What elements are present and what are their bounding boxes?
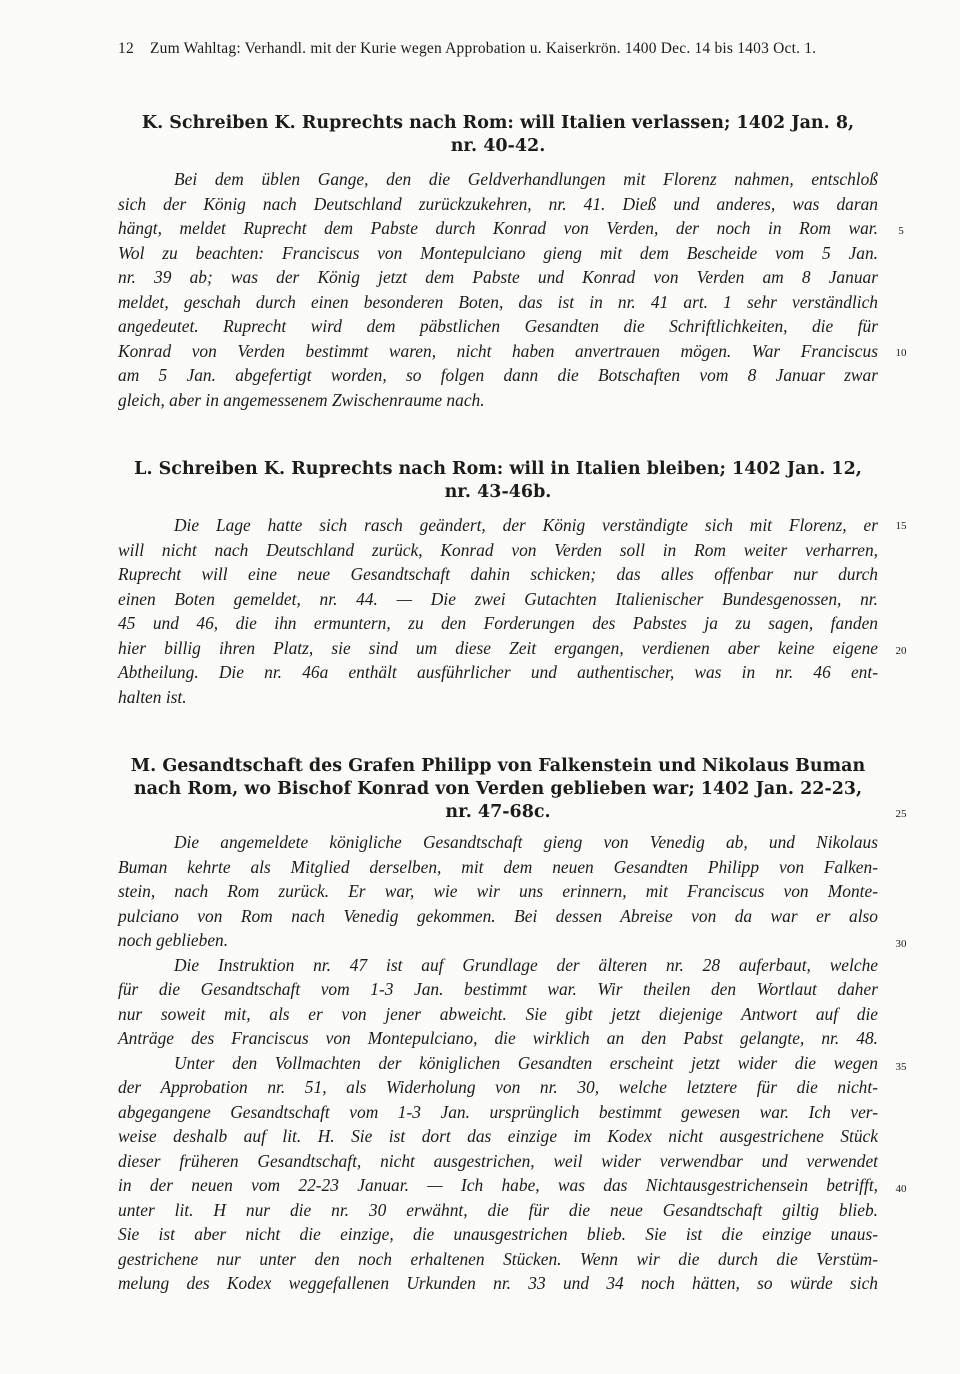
section-m-title [118, 755, 878, 824]
text-line: Unter den Vollmachten der königlichen Gesandten erscheint jetzt wider die wegen [174, 1052, 878, 1073]
running-title: Zum Wahltag: Verhandl. mit der Kurie wegen Approbation u. Kaiserkrön. 1400 Dec. 14 bis 1403 Oct. 1. [149, 40, 817, 57]
text-line: Sie ist aber nicht die einzige, die unausgestrichen blieb. Sie ist die einzige unaus- [118, 1224, 878, 1244]
text-line: gleich, aber in angemessenem Zwischenraume nach. [118, 389, 485, 410]
section-l-title [118, 458, 878, 504]
text-line: Wol zu beachten: Franciscus von Montepulciano gieng mit dem Bescheide vom 5 Jan. [118, 242, 878, 263]
section-title-line: nr. 47-68c. [445, 802, 551, 822]
section-m-body [118, 830, 878, 1296]
text-line: Konrad von Verden bestimmt waren, nicht haben anvertrauen mögen. War Franciscus [118, 340, 878, 361]
page-number: 12 [118, 40, 134, 57]
text-line: weise deshalb auf lit. H. Sie ist dort das einzige im Kodex nicht ausgestrichene Stück [118, 1126, 878, 1146]
section-title-line: nr. 43-46b. [444, 482, 552, 502]
text-line: einen Boten gemeldet, nr. 44. — Die zwei Gutachten Italienischer Bundesgenossen, nr. [118, 588, 878, 609]
text-line: Die angemeldete königliche Gesandtschaft gieng von Venedig ab, und Nikolaus [174, 832, 878, 852]
text-line: halten ist. [118, 686, 187, 707]
text-line: nr. 39 ab; was der König jetzt dem Pabste und Konrad von Verden am 8 Januar [118, 267, 878, 287]
section-title-line: nr. 40-42. [450, 136, 546, 156]
text-line: noch geblieben. [118, 930, 229, 950]
line-number: 35 [895, 1061, 907, 1073]
text-line: Anträge des Franciscus von Montepulciano, die wirklich an den Pabst gelangte, nr. 48. [118, 1028, 878, 1048]
line-number: 15 [895, 520, 907, 532]
section-title-line: M. Gesandtschaft des Grafen Philipp von Falkenstein und Nikolaus Buman [130, 756, 866, 776]
text-line: unter lit. H nur die nr. 30 erwähnt, die für die neue Gesandtschaft giltig blieb. [118, 1199, 878, 1220]
text-line: Die Instruktion nr. 47 ist auf Grundlage der älteren nr. 28 auferbaut, welche [174, 954, 878, 975]
text-line: Buman kehrte als Mitglied derselben, mit dem neuen Gesandten Philipp von Falken- [118, 856, 878, 877]
text-line: gestrichene nur unter den noch erhaltenen Stücken. Wenn wir die durch die Verstüm- [118, 1248, 878, 1269]
text-line: pulciano von Rom nach Venedig gekommen. Bei dessen Abreise von da war er also [118, 905, 878, 926]
running-head [118, 40, 878, 58]
line-number: 10 [895, 347, 907, 359]
section-k-title [118, 112, 878, 158]
text-line: Die Lage hatte sich rasch geändert, der König verständigte sich mit Florenz, er [174, 515, 878, 535]
text-line: stein, nach Rom zurück. Er war, wie wir uns erinnern, mit Franciscus von Monte- [118, 881, 878, 901]
text-line: Bei dem üblen Gange, den die Geldverhandlungen mit Florenz nahmen, entschloß [174, 169, 878, 189]
section-k-body [118, 167, 878, 412]
line-number: 25 [895, 808, 907, 820]
line-number: 40 [895, 1183, 907, 1195]
section-title-line: K. Schreiben K. Ruprechts nach Rom: will Italien verlassen; 1402 Jan. 8, [141, 113, 855, 133]
text-line: Ruprecht will eine neue Gesandtschaft dahin schicken; das alles offenbar nur durch [118, 564, 878, 584]
section-l-body [118, 513, 878, 709]
text-line: in der neuen vom 22-23 Januar. — Ich habe, was das Nichtausgestrichensein betrifft, [118, 1175, 878, 1195]
text-line: dieser früheren Gesandtschaft, nicht ausgestrichen, weil wider verwendbar und verwendet [118, 1150, 878, 1171]
text-line: für die Gesandtschaft vom 1-3 Jan. bestimmt war. Wir theilen den Wortlaut daher [118, 979, 878, 999]
text-line: am 5 Jan. abgefertigt worden, so folgen dann die Botschaften vom 8 Januar zwar [118, 365, 878, 385]
text-line: hier billig ihren Platz, sie sind um diese Zeit ergangen, verdienen aber keine eigene [118, 637, 878, 658]
text-line: melung des Kodex weggefallenen Urkunden nr. 33 und 34 noch hätten, so würde sich [118, 1273, 878, 1293]
line-number: 30 [895, 938, 907, 950]
line-number: 5 [898, 225, 904, 237]
text-line: der Approbation nr. 51, als Widerholung von nr. 30, welche letztere für die nicht- [118, 1077, 878, 1097]
text-line: Abtheilung. Die nr. 46a enthält ausführlicher und authentischer, was in nr. 46 ent- [118, 662, 878, 682]
text-line: will nicht nach Deutschland zurück, Konrad von Verden soll in Rom weiter verharren, [118, 539, 878, 560]
text-line: meldet, geschah durch einen besonderen Boten, das ist in nr. 41 art. 1 sehr verständlich [118, 291, 878, 312]
text-line: 45 und 46, die ihn ermuntern, zu den Forderungen des Pabstes ja zu sagen, fanden [118, 613, 878, 633]
text-line: hängt, meldet Ruprecht dem Pabste durch Konrad von Verden, der noch in Rom war. [118, 218, 878, 238]
text-line: abgegangene Gesandtschaft vom 1-3 Jan. ursprünglich bestimmt gewesen war. Ich ver- [118, 1101, 878, 1122]
line-number: 20 [895, 645, 907, 657]
text-line: sich der König nach Deutschland zurückzukehren, nr. 41. Dieß und anderes, was daran [118, 193, 878, 214]
text-line: nur soweit mit, als er von jener abweicht. Sie gibt jetzt diejenige Antwort auf die [118, 1003, 878, 1024]
section-title-line: nach Rom, wo Bischof Konrad von Verden geblieben war; 1402 Jan. 22-23, [133, 779, 863, 799]
section-title-line: L. Schreiben K. Ruprechts nach Rom: will in Italien bleiben; 1402 Jan. 12, [134, 459, 862, 479]
text-line: angedeutet. Ruprecht wird dem päbstlichen Gesandten die Schriftlichkeiten, die für [118, 316, 878, 336]
